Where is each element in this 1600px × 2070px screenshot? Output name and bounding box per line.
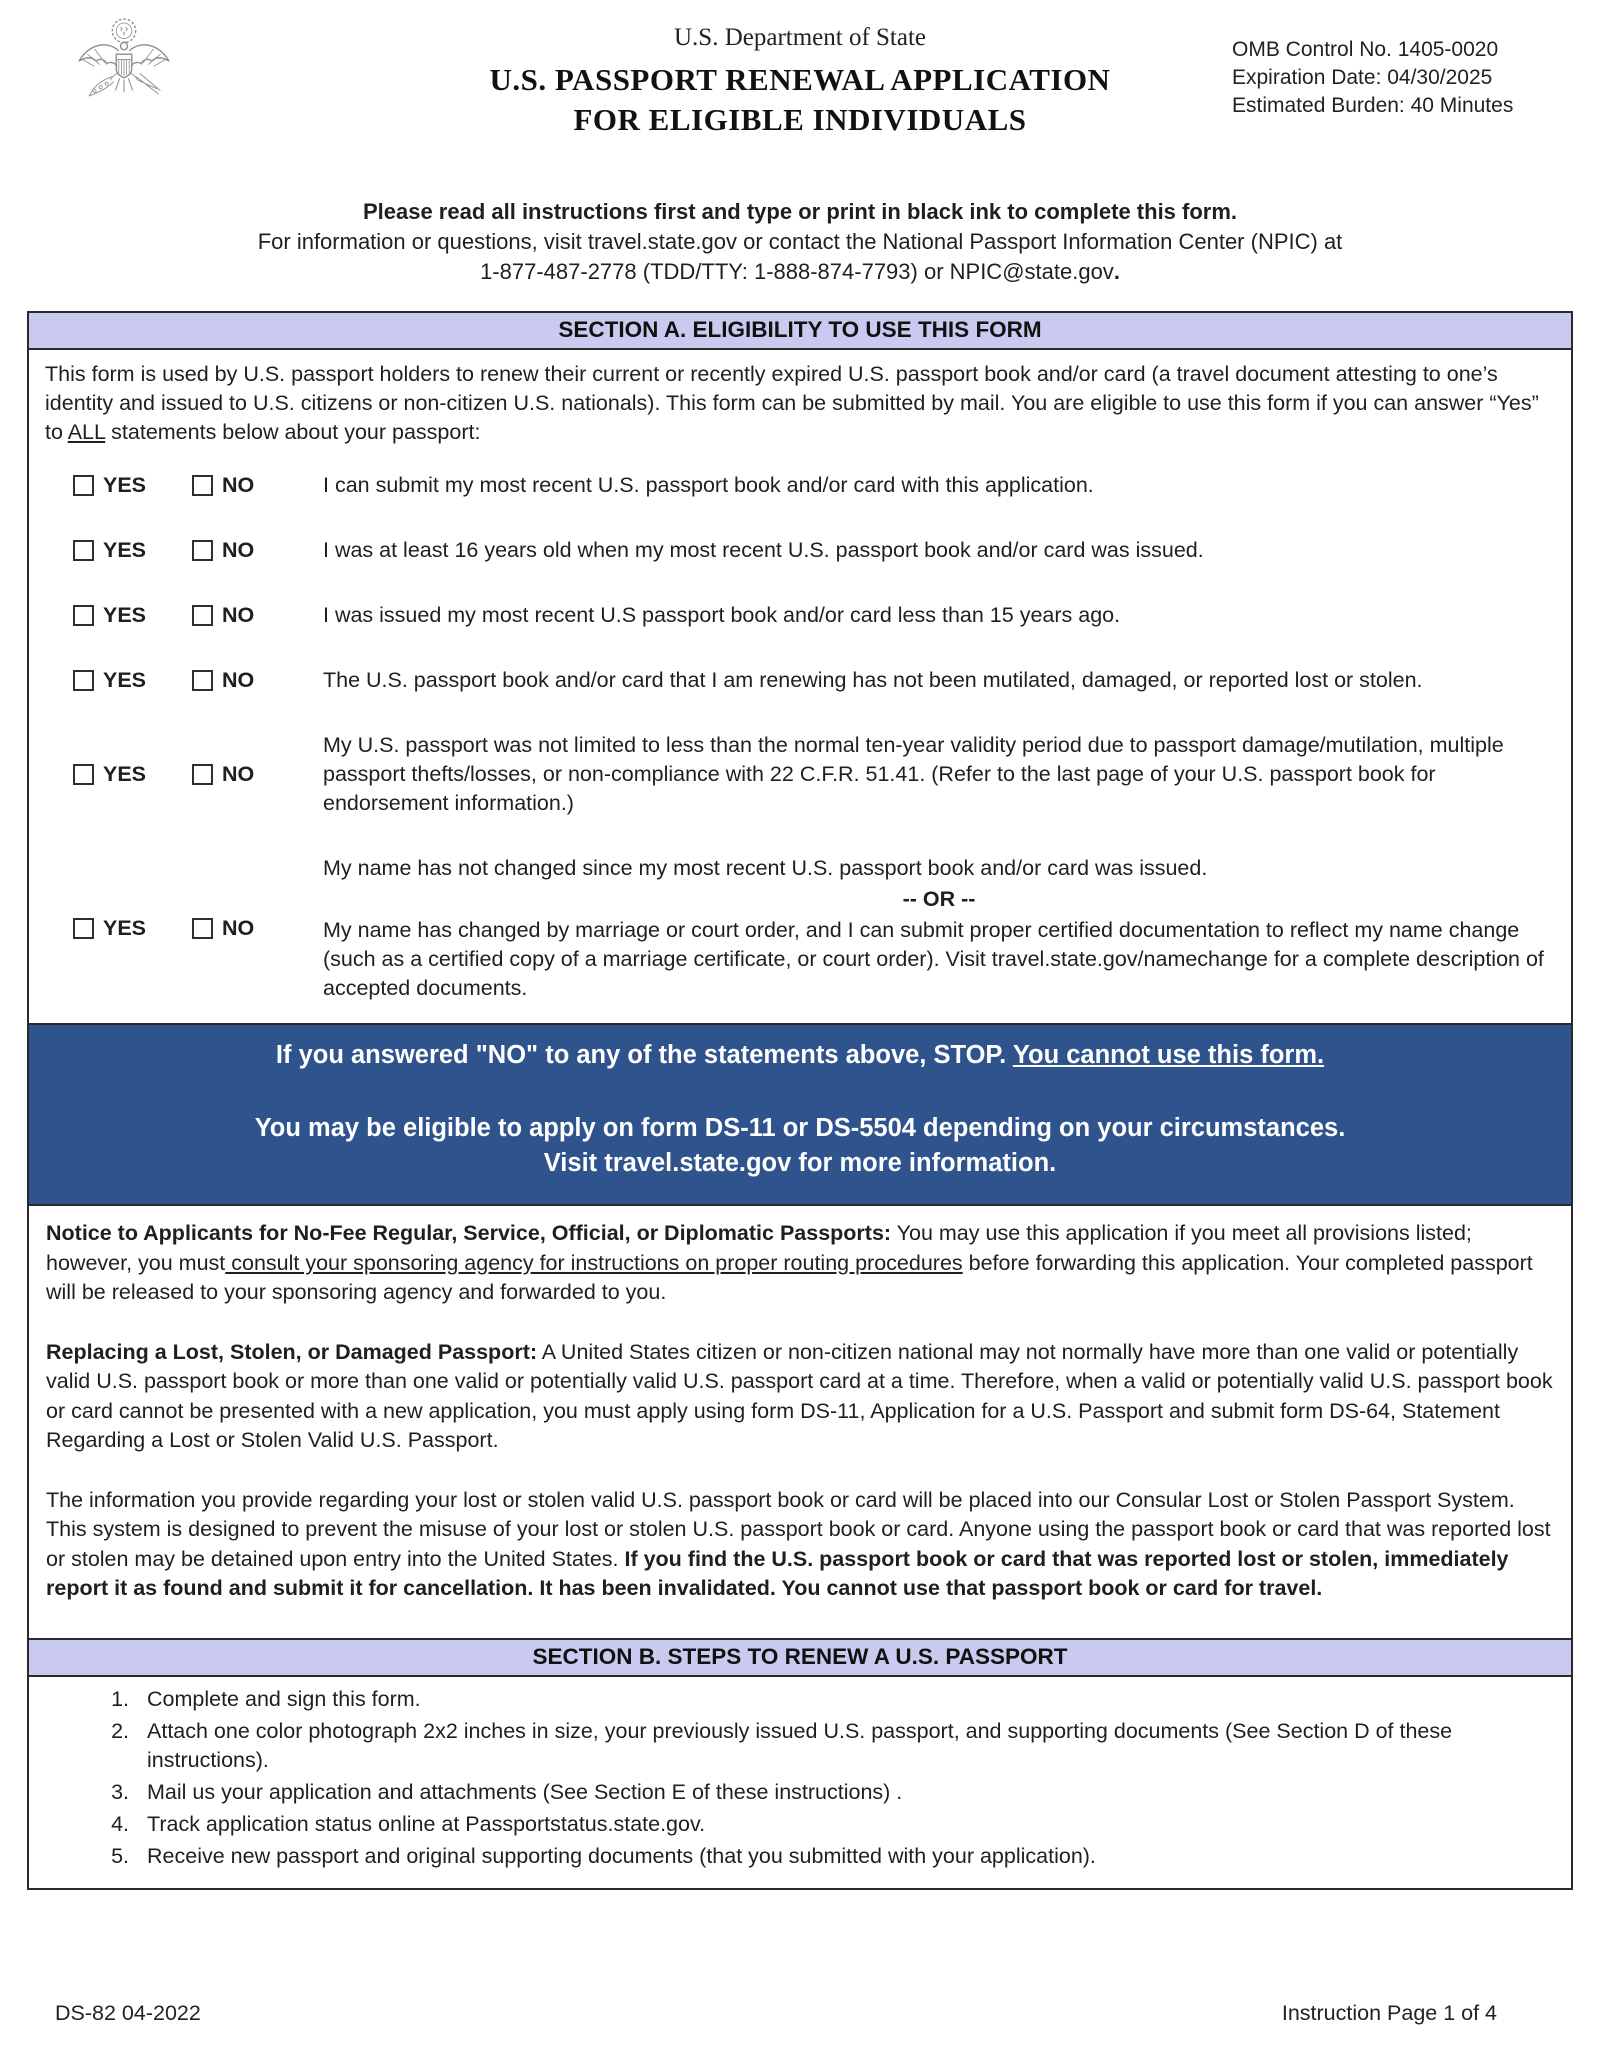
no-label: NO bbox=[222, 473, 255, 497]
stop-warning-line3: Visit travel.state.gov for more information. bbox=[543, 1149, 1057, 1177]
step-item-1: 1. Complete and sign this form. bbox=[135, 1685, 1555, 1714]
form-title-line1: U.S. PASSPORT RENEWAL APPLICATION bbox=[489, 62, 1111, 97]
notice-no-fee-paragraph: Notice to Applicants for No-Fee Regular, Service, Official, or Diplomatic Passports: You may use this application if you meet all provisions listed; however, you must consult your sponsoring agency for instructions on proper routing procedures before forwarding this application. Your completed passport will be released to your sponsoring agency and forwarded to you. bbox=[46, 1221, 1533, 1304]
eligibility-row-4 bbox=[73, 666, 1555, 695]
no-label: NO bbox=[222, 762, 255, 786]
yes-checkbox[interactable] bbox=[73, 540, 94, 561]
form-instructions-intro bbox=[0, 197, 1600, 287]
intro-info-line: For information or questions, visit travel.state.gov or contact the National Passport Information Center (NPIC) at bbox=[257, 229, 1343, 254]
no-checkbox[interactable] bbox=[192, 670, 213, 691]
no-label: NO bbox=[222, 916, 255, 940]
section-b-body bbox=[27, 1677, 1573, 1890]
document-header bbox=[0, 0, 1600, 155]
statement-text: The U.S. passport book and/or card that I am renewing has not been mutilated, damaged, or reported lost or stolen. bbox=[323, 668, 1423, 692]
eligibility-row-2 bbox=[73, 536, 1555, 565]
eligibility-row-1 bbox=[73, 471, 1555, 500]
yes-checkbox[interactable] bbox=[73, 764, 94, 785]
yes-checkbox[interactable] bbox=[73, 605, 94, 626]
statement-text: I was issued my most recent U.S passport book and/or card less than 15 years ago. bbox=[323, 603, 1121, 627]
yes-label: YES bbox=[103, 603, 147, 627]
no-label: NO bbox=[222, 668, 255, 692]
yes-checkbox[interactable] bbox=[73, 670, 94, 691]
no-checkbox[interactable] bbox=[192, 605, 213, 626]
statement-text: I was at least 16 years old when my most recent U.S. passport book and/or card was issued. bbox=[323, 538, 1204, 562]
omb-info bbox=[1232, 36, 1513, 120]
renewal-steps-list bbox=[105, 1685, 1555, 1871]
form-title-line2: FOR ELIGIBLE INDIVIDUALS bbox=[573, 102, 1027, 137]
no-label: NO bbox=[222, 538, 255, 562]
agency-name: U.S. Department of State bbox=[673, 24, 927, 51]
step-item-5: 5. Receive new passport and original supporting documents (that you submitted with your application). bbox=[135, 1842, 1555, 1871]
form-number: DS-82 04-2022 bbox=[55, 2001, 201, 2025]
section-a-body bbox=[27, 350, 1573, 1025]
eligibility-row-6 bbox=[73, 854, 1555, 1003]
stop-warning-box bbox=[27, 1025, 1573, 1206]
eligibility-row-3 bbox=[73, 601, 1555, 630]
statement-name-unchanged: My name has not changed since my most recent U.S. passport book and/or card was issued. bbox=[323, 856, 1208, 880]
stop-warning-line2: You may be eligible to apply on form DS-11 or DS-5504 depending on your circumstances. bbox=[254, 1114, 1346, 1142]
no-checkbox[interactable] bbox=[192, 475, 213, 496]
no-checkbox[interactable] bbox=[192, 764, 213, 785]
omb-control-number: OMB Control No. 1405-0020 bbox=[1232, 38, 1499, 61]
no-checkbox[interactable] bbox=[192, 918, 213, 939]
yes-checkbox[interactable] bbox=[73, 918, 94, 939]
yes-label: YES bbox=[103, 473, 147, 497]
omb-expiration-date: Expiration Date: 04/30/2025 bbox=[1232, 66, 1493, 89]
intro-contact-line: 1-877-487-2778 (TDD/TTY: 1-888-874-7793) or NPIC@state.gov. bbox=[480, 259, 1120, 284]
no-label: NO bbox=[222, 603, 255, 627]
statement-text: My U.S. passport was not limited to less than the normal ten-year validity period due to passport damage/mutilation, multiple passport thefts/losses, or non-compliance with 22 C.F.R. 51.41. (Refer to the last page of your U.S. passport book for endorsement information.) bbox=[323, 733, 1504, 815]
omb-estimated-burden: Estimated Burden: 40 Minutes bbox=[1232, 94, 1514, 117]
statement-name-changed: My name has changed by marriage or court order, and I can submit proper certified documentation to reflect my name change (such as a certified copy of a marriage certificate, or court order). Visit travel.state.gov/namechange for a complete description of accepted documents. bbox=[323, 918, 1544, 1000]
yes-label: YES bbox=[103, 538, 147, 562]
yes-label: YES bbox=[103, 916, 147, 940]
page-number-label: Instruction Page 1 of 4 bbox=[1281, 2001, 1497, 2025]
section-b-header: SECTION B. STEPS TO RENEW A U.S. PASSPORT bbox=[27, 1640, 1573, 1677]
or-separator: -- OR -- bbox=[902, 887, 976, 911]
statement-text: I can submit my most recent U.S. passport book and/or card with this application. bbox=[323, 473, 1094, 497]
notice-replacing-paragraph: Replacing a Lost, Stolen, or Damaged Passport: A United States citizen or non-citizen national may not normally have more than one valid or potentially valid U.S. passport book or more than one valid or potentially valid U.S. passport card at a time. Therefore, when a valid or potentially valid U.S. passport book or card cannot be presented with a new application, you must apply using form DS-11, Application for a U.S. Passport and submit form DS-64, Statement Regarding a Lost or Stolen Valid U.S. Passport. bbox=[46, 1339, 1553, 1452]
step-item-4: 4. Track application status online at Passportstatus.state.gov. bbox=[135, 1810, 1555, 1839]
page-footer bbox=[55, 2001, 1497, 2026]
intro-bold-line: Please read all instructions first and type or print in black ink to complete this form. bbox=[362, 199, 1238, 224]
no-checkbox[interactable] bbox=[192, 540, 213, 561]
great-seal-icon bbox=[72, 16, 176, 113]
eligibility-row-5 bbox=[73, 731, 1555, 818]
yes-checkbox[interactable] bbox=[73, 475, 94, 496]
notice-lost-stolen-paragraph: The information you provide regarding your lost or stolen valid U.S. passport book or card will be placed into our Consular Lost or Stolen Passport System. This system is designed to prevent the misuse of your lost or stolen U.S. passport book or card. Anyone using the passport book or card that was reported lost or stolen may be detained upon entry into the United States. If you find the U.S. passport book or card that was reported lost or stolen, immediately report it as found and submit it for cancellation. It has been invalidated. You cannot use that passport book or card for travel. bbox=[46, 1487, 1551, 1600]
stop-warning-line1: If you answered "NO" to any of the statements above, STOP. You cannot use this form. bbox=[275, 1041, 1325, 1069]
step-item-2: 2. Attach one color photograph 2x2 inches in size, your previously issued U.S. passport, and supporting documents (See Section D of these instructions). bbox=[135, 1717, 1555, 1775]
notices-section bbox=[27, 1206, 1573, 1640]
step-item-3: 3. Mail us your application and attachments (See Section E of these instructions) . bbox=[135, 1778, 1555, 1807]
yes-label: YES bbox=[103, 762, 147, 786]
section-a-header: SECTION A. ELIGIBILITY TO USE THIS FORM bbox=[27, 311, 1573, 350]
statement-text-compound bbox=[323, 854, 1555, 1003]
eligibility-intro-paragraph: This form is used by U.S. passport holders to renew their current or recently expired U.S. passport book and/or card (a travel document attesting to one’s identity and issued to U.S. citizens or non-citizen U.S. nationals). This form can be submitted by mail. You are eligible to use this form if you can answer “Yes” to ALL statements below about your passport: bbox=[45, 362, 1539, 444]
yes-label: YES bbox=[103, 668, 147, 692]
